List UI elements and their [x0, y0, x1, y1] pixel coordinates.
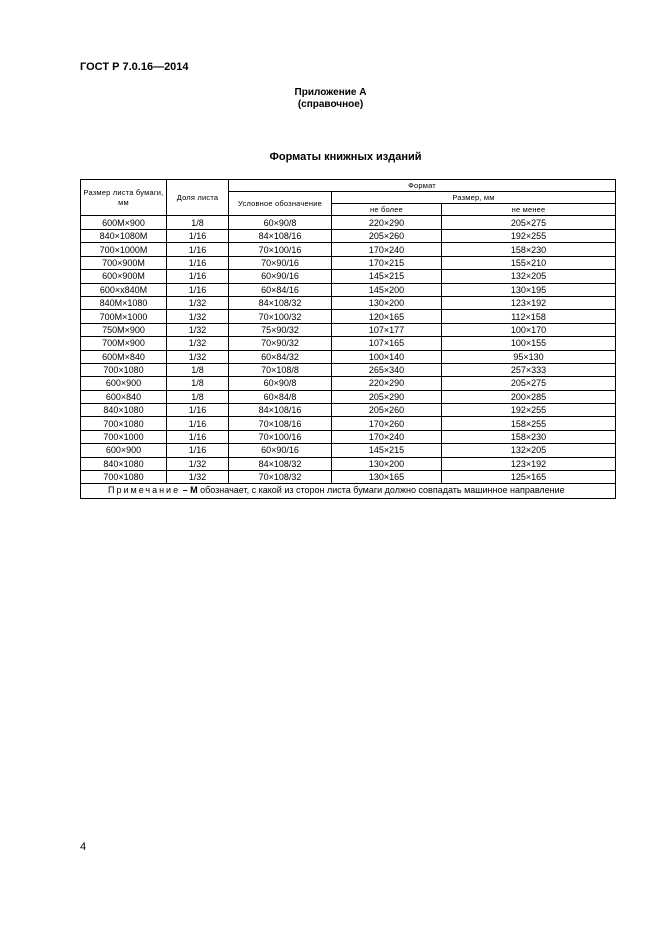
- cell-size-max: 100×140: [332, 350, 442, 363]
- table-row: [81, 243, 616, 256]
- cell-paper-size: 750М×900: [81, 323, 167, 336]
- cell-paper-size: 840×1080: [81, 404, 167, 417]
- cell-size-min: 158×230: [442, 430, 616, 443]
- appendix-title: Приложение А: [294, 87, 367, 98]
- cell-paper-size: 700×1080: [81, 363, 167, 376]
- cell-paper-size: 700×1080: [81, 417, 167, 430]
- cell-paper-size: 700×1000: [81, 430, 167, 443]
- table-header: [81, 180, 616, 216]
- cell-designation: 70×90/16: [229, 256, 332, 269]
- cell-size-max: 145×200: [332, 283, 442, 296]
- cell-sheet-share: 1/8: [167, 390, 229, 403]
- cell-size-min: 123×192: [442, 296, 616, 309]
- cell-sheet-share: 1/32: [167, 337, 229, 350]
- cell-size-max: 130×200: [332, 296, 442, 309]
- cell-sheet-share: 1/16: [167, 243, 229, 256]
- cell-size-max: 170×240: [332, 430, 442, 443]
- table-row: [81, 323, 616, 336]
- cell-paper-size: 700М×1000: [81, 310, 167, 323]
- note-lead: Примечание: [108, 485, 181, 496]
- cell-size-min: 95×130: [442, 350, 616, 363]
- cell-designation: 70×108/32: [229, 471, 332, 484]
- cell-designation: 60×90/8: [229, 216, 332, 230]
- cell-designation: 60×84/8: [229, 390, 332, 403]
- cell-size-max: 205×260: [332, 404, 442, 417]
- cell-size-min: 192×255: [442, 404, 616, 417]
- cell-designation: 60×90/16: [229, 444, 332, 457]
- cell-paper-size: 700М×900: [81, 337, 167, 350]
- cell-paper-size: 600×х840М: [81, 283, 167, 296]
- cell-size-min: 192×255: [442, 230, 616, 243]
- cell-paper-size: 600×900: [81, 444, 167, 457]
- cell-designation: 84×108/32: [229, 457, 332, 470]
- table-title: Форматы книжных изданий: [269, 151, 422, 163]
- cell-designation: 84×108/16: [229, 230, 332, 243]
- cell-sheet-share: 1/16: [167, 417, 229, 430]
- table-row: [81, 296, 616, 309]
- cell-paper-size: 600×900М: [81, 270, 167, 283]
- cell-sheet-share: 1/16: [167, 430, 229, 443]
- cell-paper-size: 700×900М: [81, 256, 167, 269]
- table-row: [81, 256, 616, 269]
- cell-size-max: 130×200: [332, 457, 442, 470]
- table-row: [81, 377, 616, 390]
- cell-size-min: 123×192: [442, 457, 616, 470]
- cell-paper-size: 600×900: [81, 377, 167, 390]
- cell-sheet-share: 1/32: [167, 457, 229, 470]
- appendix-subtitle: (справочное): [297, 99, 364, 110]
- cell-designation: 70×90/32: [229, 337, 332, 350]
- cell-paper-size: 700×1000М: [81, 243, 167, 256]
- cell-size-max: 220×290: [332, 377, 442, 390]
- cell-sheet-share: 1/8: [167, 377, 229, 390]
- cell-size-max: 205×260: [332, 230, 442, 243]
- cell-designation: 60×84/16: [229, 283, 332, 296]
- table-row: [81, 363, 616, 376]
- cell-size-max: 120×165: [332, 310, 442, 323]
- table-row: [81, 430, 616, 443]
- header-sheet-share: Доля листа: [167, 180, 229, 216]
- table-row: [81, 310, 616, 323]
- standard-header: ГОСТ Р 7.0.16—2014: [80, 61, 189, 73]
- cell-designation: 70×100/16: [229, 430, 332, 443]
- header-max: не более: [332, 204, 442, 216]
- cell-size-min: 130×195: [442, 283, 616, 296]
- cell-sheet-share: 1/8: [167, 216, 229, 230]
- cell-size-min: 132×205: [442, 270, 616, 283]
- formats-table: [80, 179, 616, 499]
- cell-designation: 70×100/16: [229, 243, 332, 256]
- cell-designation: 60×90/8: [229, 377, 332, 390]
- header-format: Формат: [229, 180, 616, 192]
- cell-size-max: 170×260: [332, 417, 442, 430]
- cell-size-max: 107×177: [332, 323, 442, 336]
- cell-sheet-share: 1/16: [167, 230, 229, 243]
- table-row: [81, 230, 616, 243]
- cell-size-min: 158×255: [442, 417, 616, 430]
- cell-designation: 70×108/16: [229, 417, 332, 430]
- cell-designation: 84×108/32: [229, 296, 332, 309]
- table-row: [81, 417, 616, 430]
- cell-size-min: 158×230: [442, 243, 616, 256]
- cell-paper-size: 600М×840: [81, 350, 167, 363]
- cell-paper-size: 840×1080: [81, 457, 167, 470]
- table-row: [81, 283, 616, 296]
- table-row: [81, 404, 616, 417]
- note-dash-m: – М: [180, 485, 198, 496]
- cell-size-max: 107×165: [332, 337, 442, 350]
- cell-size-max: 220×290: [332, 216, 442, 230]
- table-row: [81, 350, 616, 363]
- table-row: [81, 337, 616, 350]
- cell-size-min: 205×275: [442, 216, 616, 230]
- cell-sheet-share: 1/32: [167, 471, 229, 484]
- cell-designation: 84×108/16: [229, 404, 332, 417]
- table-row: [81, 390, 616, 403]
- cell-sheet-share: 1/16: [167, 256, 229, 269]
- cell-size-min: 257×333: [442, 363, 616, 376]
- cell-size-min: 132×205: [442, 444, 616, 457]
- cell-designation: 70×108/8: [229, 363, 332, 376]
- table-row: [81, 216, 616, 230]
- cell-designation: 60×84/32: [229, 350, 332, 363]
- cell-size-max: 265×340: [332, 363, 442, 376]
- cell-sheet-share: 1/32: [167, 350, 229, 363]
- cell-paper-size: 600×840: [81, 390, 167, 403]
- table-row: [81, 457, 616, 470]
- cell-size-min: 200×285: [442, 390, 616, 403]
- cell-paper-size: 700×1080: [81, 471, 167, 484]
- cell-sheet-share: 1/16: [167, 270, 229, 283]
- cell-size-min: 100×170: [442, 323, 616, 336]
- cell-size-min: 205×275: [442, 377, 616, 390]
- cell-size-max: 130×165: [332, 471, 442, 484]
- cell-sheet-share: 1/16: [167, 283, 229, 296]
- cell-size-min: 100×155: [442, 337, 616, 350]
- note-text: обозначает, с какой из сторон листа бумаги должно совпадать машинное направление: [197, 485, 565, 496]
- cell-size-max: 145×215: [332, 270, 442, 283]
- cell-size-min: 155×210: [442, 256, 616, 269]
- cell-paper-size: 840М×1080: [81, 296, 167, 309]
- cell-designation: 70×100/32: [229, 310, 332, 323]
- table-body: [81, 216, 616, 484]
- table-row: [81, 270, 616, 283]
- cell-size-min: 125×165: [442, 471, 616, 484]
- cell-sheet-share: 1/8: [167, 363, 229, 376]
- header-paper-size: Размер листа бумаги, мм: [81, 180, 167, 216]
- header-dimensions: Размер, мм: [332, 192, 616, 204]
- table-row: [81, 444, 616, 457]
- cell-sheet-share: 1/32: [167, 323, 229, 336]
- cell-designation: 60×90/16: [229, 270, 332, 283]
- cell-size-max: 205×290: [332, 390, 442, 403]
- cell-paper-size: 600М×900: [81, 216, 167, 230]
- cell-size-max: 170×240: [332, 243, 442, 256]
- page-number: 4: [80, 841, 87, 853]
- table-row: [81, 471, 616, 484]
- table-note: [81, 484, 616, 499]
- header-designation: Условное обозначение: [229, 192, 332, 216]
- cell-designation: 75×90/32: [229, 323, 332, 336]
- cell-sheet-share: 1/16: [167, 404, 229, 417]
- cell-paper-size: 840×1080М: [81, 230, 167, 243]
- cell-sheet-share: 1/16: [167, 444, 229, 457]
- formats-table-container: [80, 179, 615, 499]
- header-min: не менее: [442, 204, 616, 216]
- cell-size-max: 145×215: [332, 444, 442, 457]
- cell-size-min: 112×158: [442, 310, 616, 323]
- cell-sheet-share: 1/32: [167, 296, 229, 309]
- cell-size-max: 170×215: [332, 256, 442, 269]
- cell-sheet-share: 1/32: [167, 310, 229, 323]
